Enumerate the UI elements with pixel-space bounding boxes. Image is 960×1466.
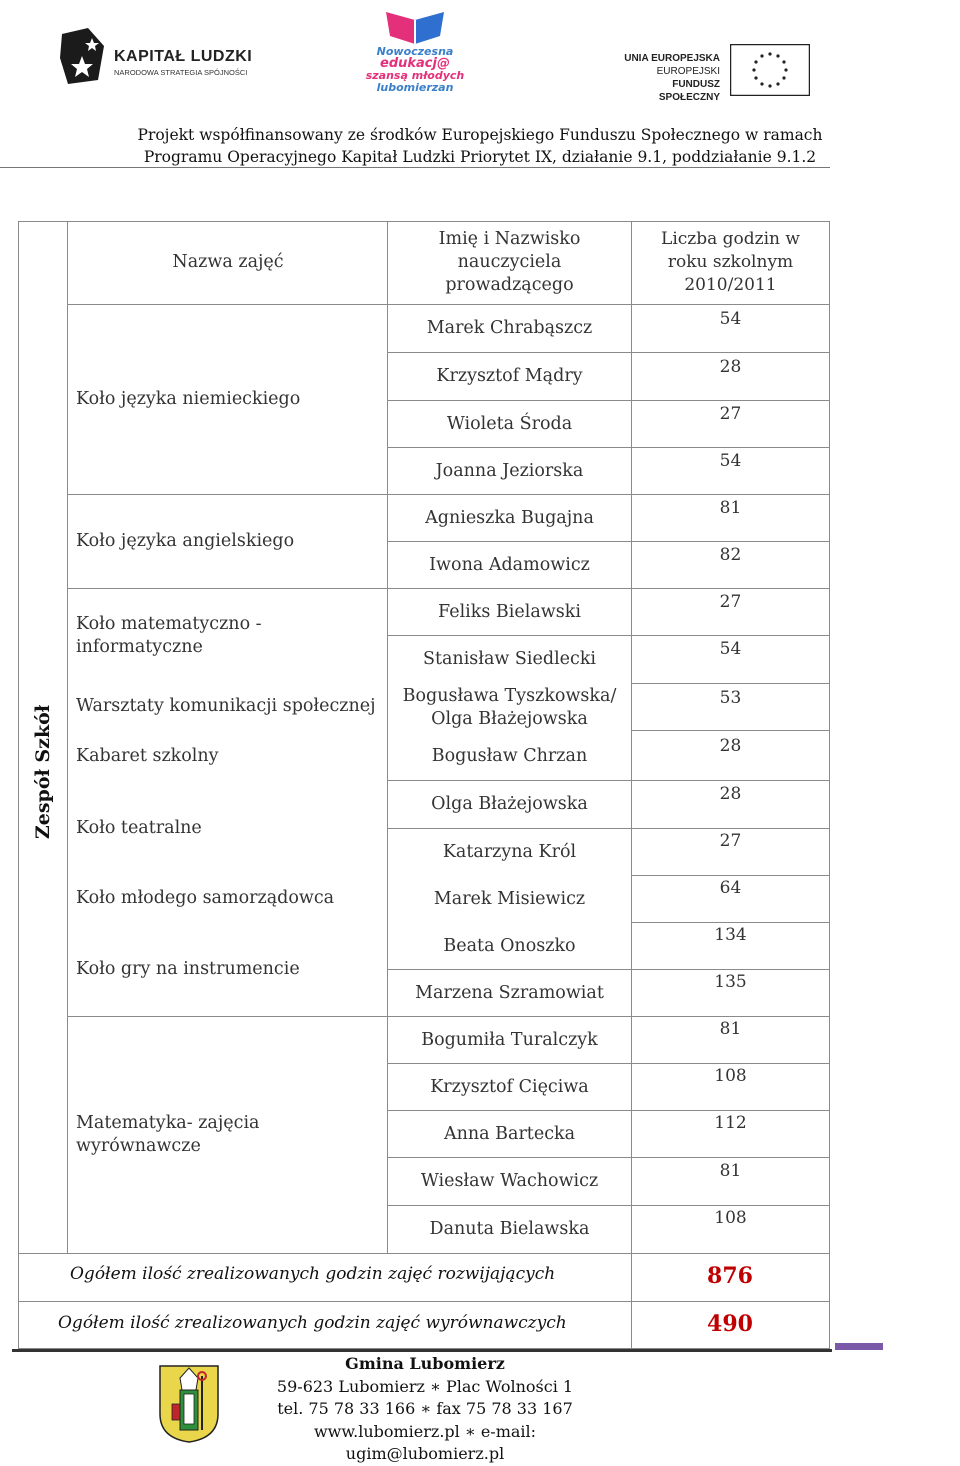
header-hours-line: 2010/2011 [684,275,777,295]
hours-value: 64 [719,877,742,898]
kapital-ludzki-title: KAPITAŁ LUDZKI [114,48,253,65]
teacher-name: Danuta Bielawska [429,1219,590,1239]
table-hline [18,1301,830,1302]
teacher-name: Wiesław Wachowicz [420,1171,599,1191]
footer-contact [250,1353,600,1466]
hours-value: 135 [714,971,747,992]
teacher-name: Agnieszka Bugajna [425,507,594,528]
teacher-name-line: Bogusława Tyszkowska/ [402,686,617,706]
hours-value: 27 [719,591,742,612]
footer-address: 59-623 Lubomierz ∗ Plac Wolności 1 [276,1376,574,1396]
teacher-name: Marzena Szramowiat [415,982,604,1003]
teacher-name [388,683,631,733]
lubomierz-crest-icon [158,1364,220,1444]
table-hline [18,1253,830,1254]
activity-name: Kabaret szkolny [76,746,219,766]
teacher-name: Feliks Bielawski [438,601,581,622]
hours-value: 27 [719,403,742,424]
eu-line: UNIA EUROPEJSKA [624,53,720,64]
eu-fund-text [612,52,720,104]
nowoczesna-edukacja-logo [360,6,470,102]
hours-value: 112 [714,1112,747,1133]
activity-name: Koło gry na instrumencie [76,958,300,979]
footer-municipality: Gmina Lubomierz [345,1354,505,1373]
book-icon [380,6,450,46]
hours-value: 81 [719,497,742,518]
hours-value: 108 [714,1207,747,1228]
hours-value: 54 [719,638,742,659]
total-compensatory-value: 490 [707,1311,753,1337]
project-line: Projekt współfinansowany ze środków Europejskiego Funduszu Społecznego w ramach [137,126,823,144]
hours-value: 134 [714,924,747,945]
kapital-ludzki-logo [58,26,278,86]
activity-name: Koło języka angielskiego [76,531,295,551]
edu-logo-line: szansą młodych [365,69,465,82]
header-teacher-line: nauczyciela [457,252,562,272]
teacher-name: Olga Błażejowska [431,794,588,814]
activities-table [18,221,830,1349]
project-line: Programu Operacyjnego Kapitał Ludzki Priorytet IX, działanie 9.1, poddziałanie 9.1.2 [143,148,817,166]
activity-name-line: Matematyka- zajęcia [76,1113,260,1133]
header-teacher-line: prowadzącego [445,275,574,295]
teacher-name: Bogumiła Turalczyk [421,1029,598,1050]
teacher-name: Katarzyna Król [442,841,577,862]
total-development-value: 876 [707,1263,753,1289]
hours-value: 81 [719,1018,742,1039]
total-compensatory-label: Ogółem ilość zrealizowanych godzin zajęć wyrównawczych [58,1313,567,1333]
header-hours [632,221,829,304]
footer-web-email: www.lubomierz.pl ∗ e-mail: ugim@lubomierz.pl [313,1421,537,1463]
hours-value: 54 [719,308,742,329]
total-development-label: Ogółem ilość zrealizowanych godzin zajęć rozwijających [70,1264,556,1284]
table-border [829,221,830,1349]
eu-flag-icon [730,44,810,96]
side-label-text: Zespół Szkół [32,704,54,840]
hours-value: 28 [719,735,742,756]
header-teacher-line: Imię i Nazwisko [438,229,581,249]
activity-name [68,589,388,682]
activity-name: Koło języka niemieckiego [76,389,301,409]
hours-value: 28 [719,356,742,377]
edu-logo-line: edukacj@ [380,56,450,71]
kapital-ludzki-star-icon [58,26,108,86]
header-hours-line: roku szkolnym [667,252,794,272]
activity-name [68,1017,388,1253]
eu-line: EUROPEJSKI [656,66,720,77]
teacher-name: Joanna Jeziorska [435,460,584,481]
hours-value: 81 [719,1160,742,1181]
hours-value: 53 [719,687,742,708]
teacher-name: Marek Chrabąszcz [426,318,593,338]
header-activity-name: Nazwa zajęć [172,252,284,272]
hours-value: 54 [719,450,742,471]
eu-line: FUNDUSZ SPOŁECZNY [658,79,720,103]
activity-name: Koło młodego samorządowca [76,888,335,908]
teacher-name: Anna Bartecka [443,1123,576,1144]
header-divider [0,167,830,168]
accent-bar [835,1343,883,1350]
teacher-name: Iwona Adamowicz [429,554,590,575]
teacher-name-line: Olga Błażejowska [431,709,588,729]
teacher-name: Krzysztof Cięciwa [430,1076,589,1097]
hours-value: 82 [719,544,742,565]
activity-name-line: wyrównawcze [76,1136,201,1156]
teacher-name: Wioleta Środa [446,413,573,434]
kapital-ludzki-subtitle: NARODOWA STRATEGIA SPÓJNOŚCI [114,68,248,77]
teacher-name: Beata Onoszko [443,935,576,956]
hours-value: 28 [719,783,742,804]
header-teacher [388,221,631,304]
footer-divider [12,1349,832,1352]
edu-logo-line: Nowoczesna [376,45,454,58]
teacher-name: Stanisław Siedlecki [422,649,597,669]
teacher-name: Krzysztof Mądry [436,366,583,386]
edu-logo-line: lubomierzan [376,81,454,94]
footer-phone: tel. 75 78 33 166 ∗ fax 75 78 33 167 [277,1399,573,1418]
teacher-name: Marek Misiewicz [433,888,586,909]
header-hours-line: Liczba godzin w [661,229,800,249]
activity-name-line: Koło matematyczno - [76,613,262,634]
teacher-name: Bogusław Chrzan [431,746,588,766]
school-side-label [18,221,68,1253]
project-funding-note [0,124,960,168]
hours-value: 108 [714,1065,747,1086]
activity-name: Warsztaty komunikacji społecznej [76,696,376,716]
activity-name: Koło teatralne [76,817,202,838]
activity-name-line: informatyczne [76,636,203,657]
hours-value: 27 [719,830,742,851]
